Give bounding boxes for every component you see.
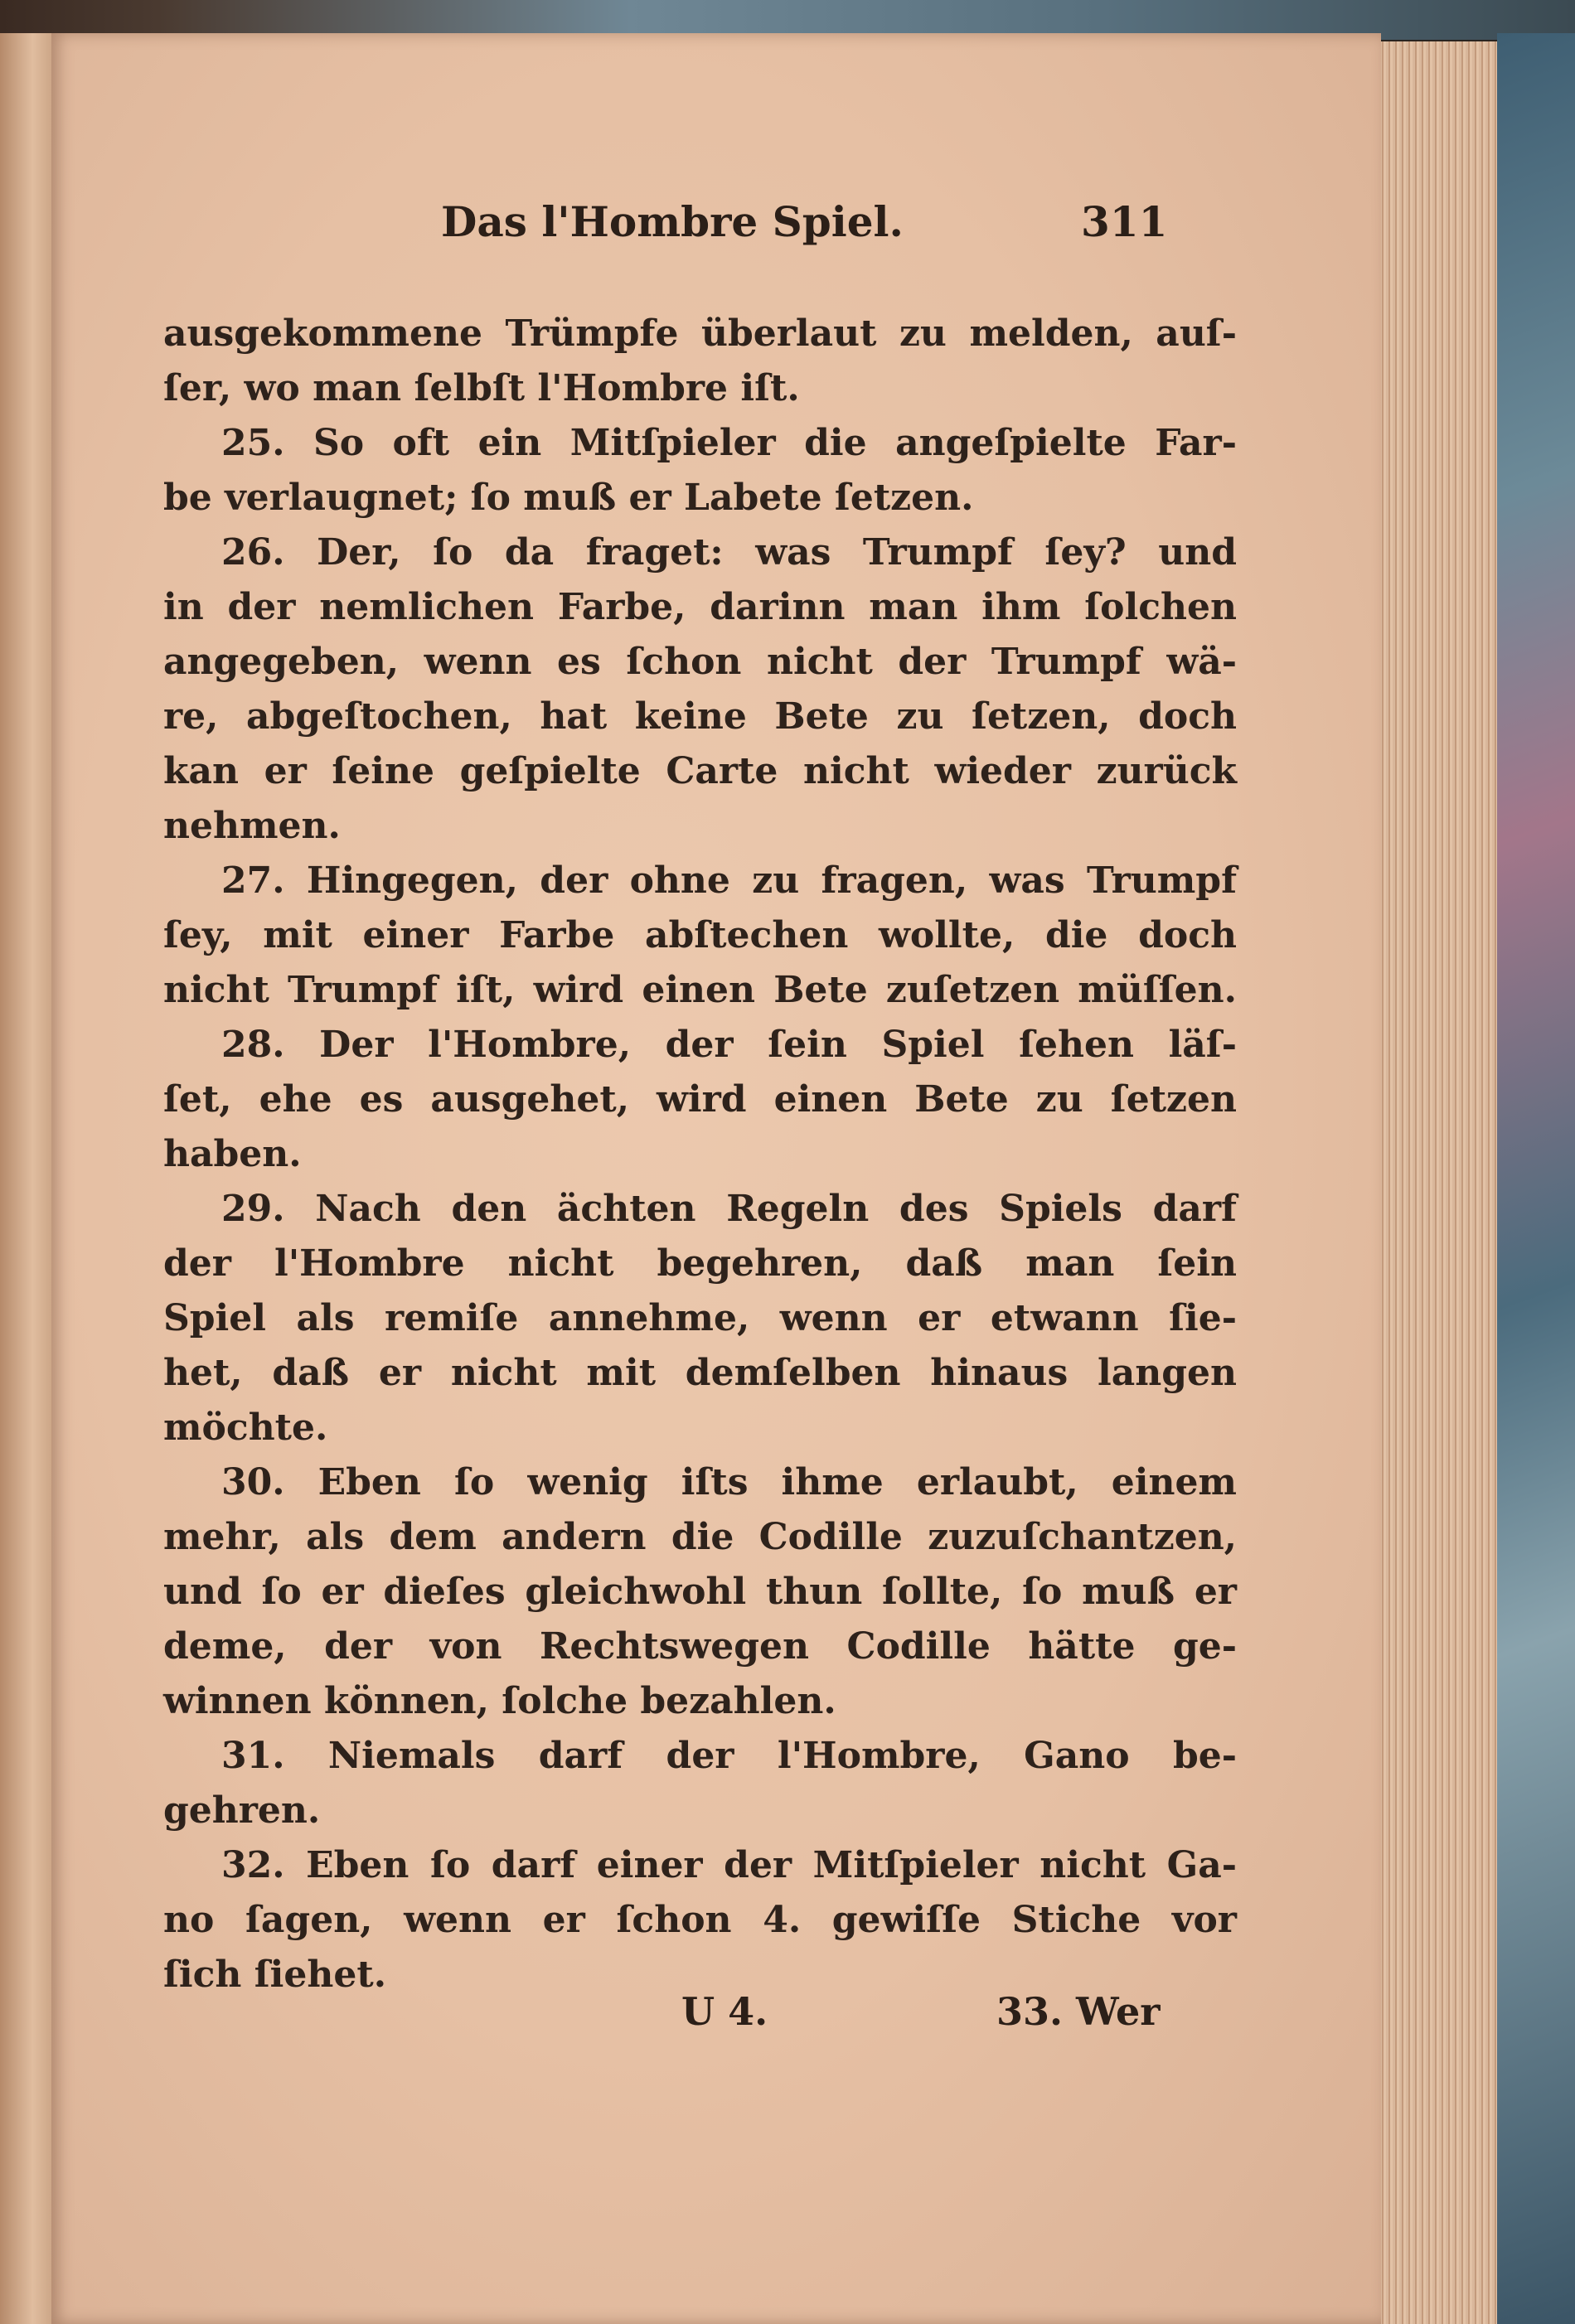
text-line [163,1893,1237,1948]
text-line-content: ſet, ehe es ausgehet, wird einen Bete zu ſetzen [163,1078,1237,1121]
text-line [163,580,1237,635]
text-line-content: 31. Niemals darf der l'Hombre, Gano be- [221,1735,1237,1777]
catchword: 33. Wer [996,1989,1161,2034]
text-line-content: Spiel als remiſe annehme, wenn er etwann ſie- [163,1297,1237,1339]
text-line-content: 30. Eben ſo wenig iſts ihme erlaubt, einem [221,1461,1237,1503]
text-line-content: no ſagen, wenn er ſchon 4. gewiſſe Stiche vor [163,1899,1237,1941]
text-line-content: re, abgeſtochen, hat keine Bete zu ſetzen, doch [163,695,1237,738]
text-line [163,908,1237,963]
text-line [163,1565,1237,1620]
text-line [163,963,1237,1018]
running-header [51,197,1381,255]
text-line-content: 25. So oft ein Mitſpieler die angeſpielte Far- [221,422,1237,464]
text-line [163,361,1237,416]
text-line [163,1346,1237,1401]
text-line-content: in der nemlichen Farbe, darinn man ihm ſolchen [163,586,1237,628]
text-line-content: der l'Hombre nicht begehren, daß man ſein [163,1242,1237,1285]
page-edges [1379,41,1500,2324]
text-line [163,1127,1237,1182]
text-line [163,635,1237,690]
book-page [51,33,1381,2324]
text-line [163,471,1237,525]
text-line-content: winnen können, ſolche bezahlen. [163,1680,836,1722]
page-number: 311 [1081,197,1168,246]
text-line [163,416,1237,471]
text-line [163,1620,1237,1674]
left-page-edge [0,33,55,2324]
text-line [163,744,1237,799]
text-line [163,1838,1237,1893]
text-line [163,307,1237,361]
text-line [163,1072,1237,1127]
text-line [163,1455,1237,1510]
text-line-content: 29. Nach den ächten Regeln des Spiels darf [221,1188,1237,1230]
text-line-content: het, daß er nicht mit demſelben hinaus langen [163,1352,1237,1394]
text-line-content: angegeben, wenn es ſchon nicht der Trumpf wä- [163,641,1237,683]
text-line-content: möchte. [163,1407,328,1449]
text-line-content: mehr, als dem andern die Codille zuzuſchantzen, [163,1516,1237,1558]
signature-mark: U 4. [681,1989,768,2034]
text-line [163,854,1237,908]
text-line-content: ſich ſiehet. [163,1954,387,1996]
text-line-content: ausgekommene Trümpfe überlaut zu melden, auſ- [163,312,1237,355]
text-line-content: gehren. [163,1789,321,1832]
text-line [163,1510,1237,1565]
text-line [163,1674,1237,1729]
text-line [163,1018,1237,1072]
text-line-content: 26. Der, ſo da fraget: was Trumpf ſey? und [221,531,1237,574]
text-line [163,1401,1237,1455]
page-body-text [163,307,1237,2002]
text-line-content: 32. Eben ſo darf einer der Mitſpieler nicht Ga- [221,1844,1237,1886]
text-line-content: haben. [163,1133,302,1175]
marbled-cover [1497,33,1575,2324]
text-line [163,690,1237,744]
text-line [163,525,1237,580]
text-line [163,1729,1237,1784]
text-line-content: 27. Hingegen, der ohne zu fragen, was Trumpf [221,859,1237,902]
text-line-content: nehmen. [163,805,341,847]
text-line-content: kan er ſeine geſpielte Carte nicht wieder zurück [163,750,1237,792]
text-line-content: be verlaugnet; ſo muß er Labete ſetzen. [163,477,974,519]
text-line [163,1784,1237,1838]
text-line [163,1182,1237,1237]
text-line [163,799,1237,854]
text-line-content: 28. Der l'Hombre, der ſein Spiel ſehen läſ- [221,1024,1237,1066]
text-line-content: und ſo er dieſes gleichwohl thun ſollte, ſo muß er [163,1571,1237,1613]
text-line-content: ſey, mit einer Farbe abſtechen wollte, die doch [163,914,1237,956]
text-line-content: deme, der von Rechtswegen Codille hätte ge- [163,1625,1237,1668]
text-line-content: ſer, wo man ſelbſt l'Hombre iſt. [163,367,800,409]
text-line [163,1291,1237,1346]
page-footer [51,1989,1381,2047]
text-line [163,1237,1237,1291]
running-title: Das l'Hombre Spiel. [441,197,904,246]
text-line-content: nicht Trumpf iſt, wird einen Bete zuſetzen müſſen. [163,969,1237,1011]
